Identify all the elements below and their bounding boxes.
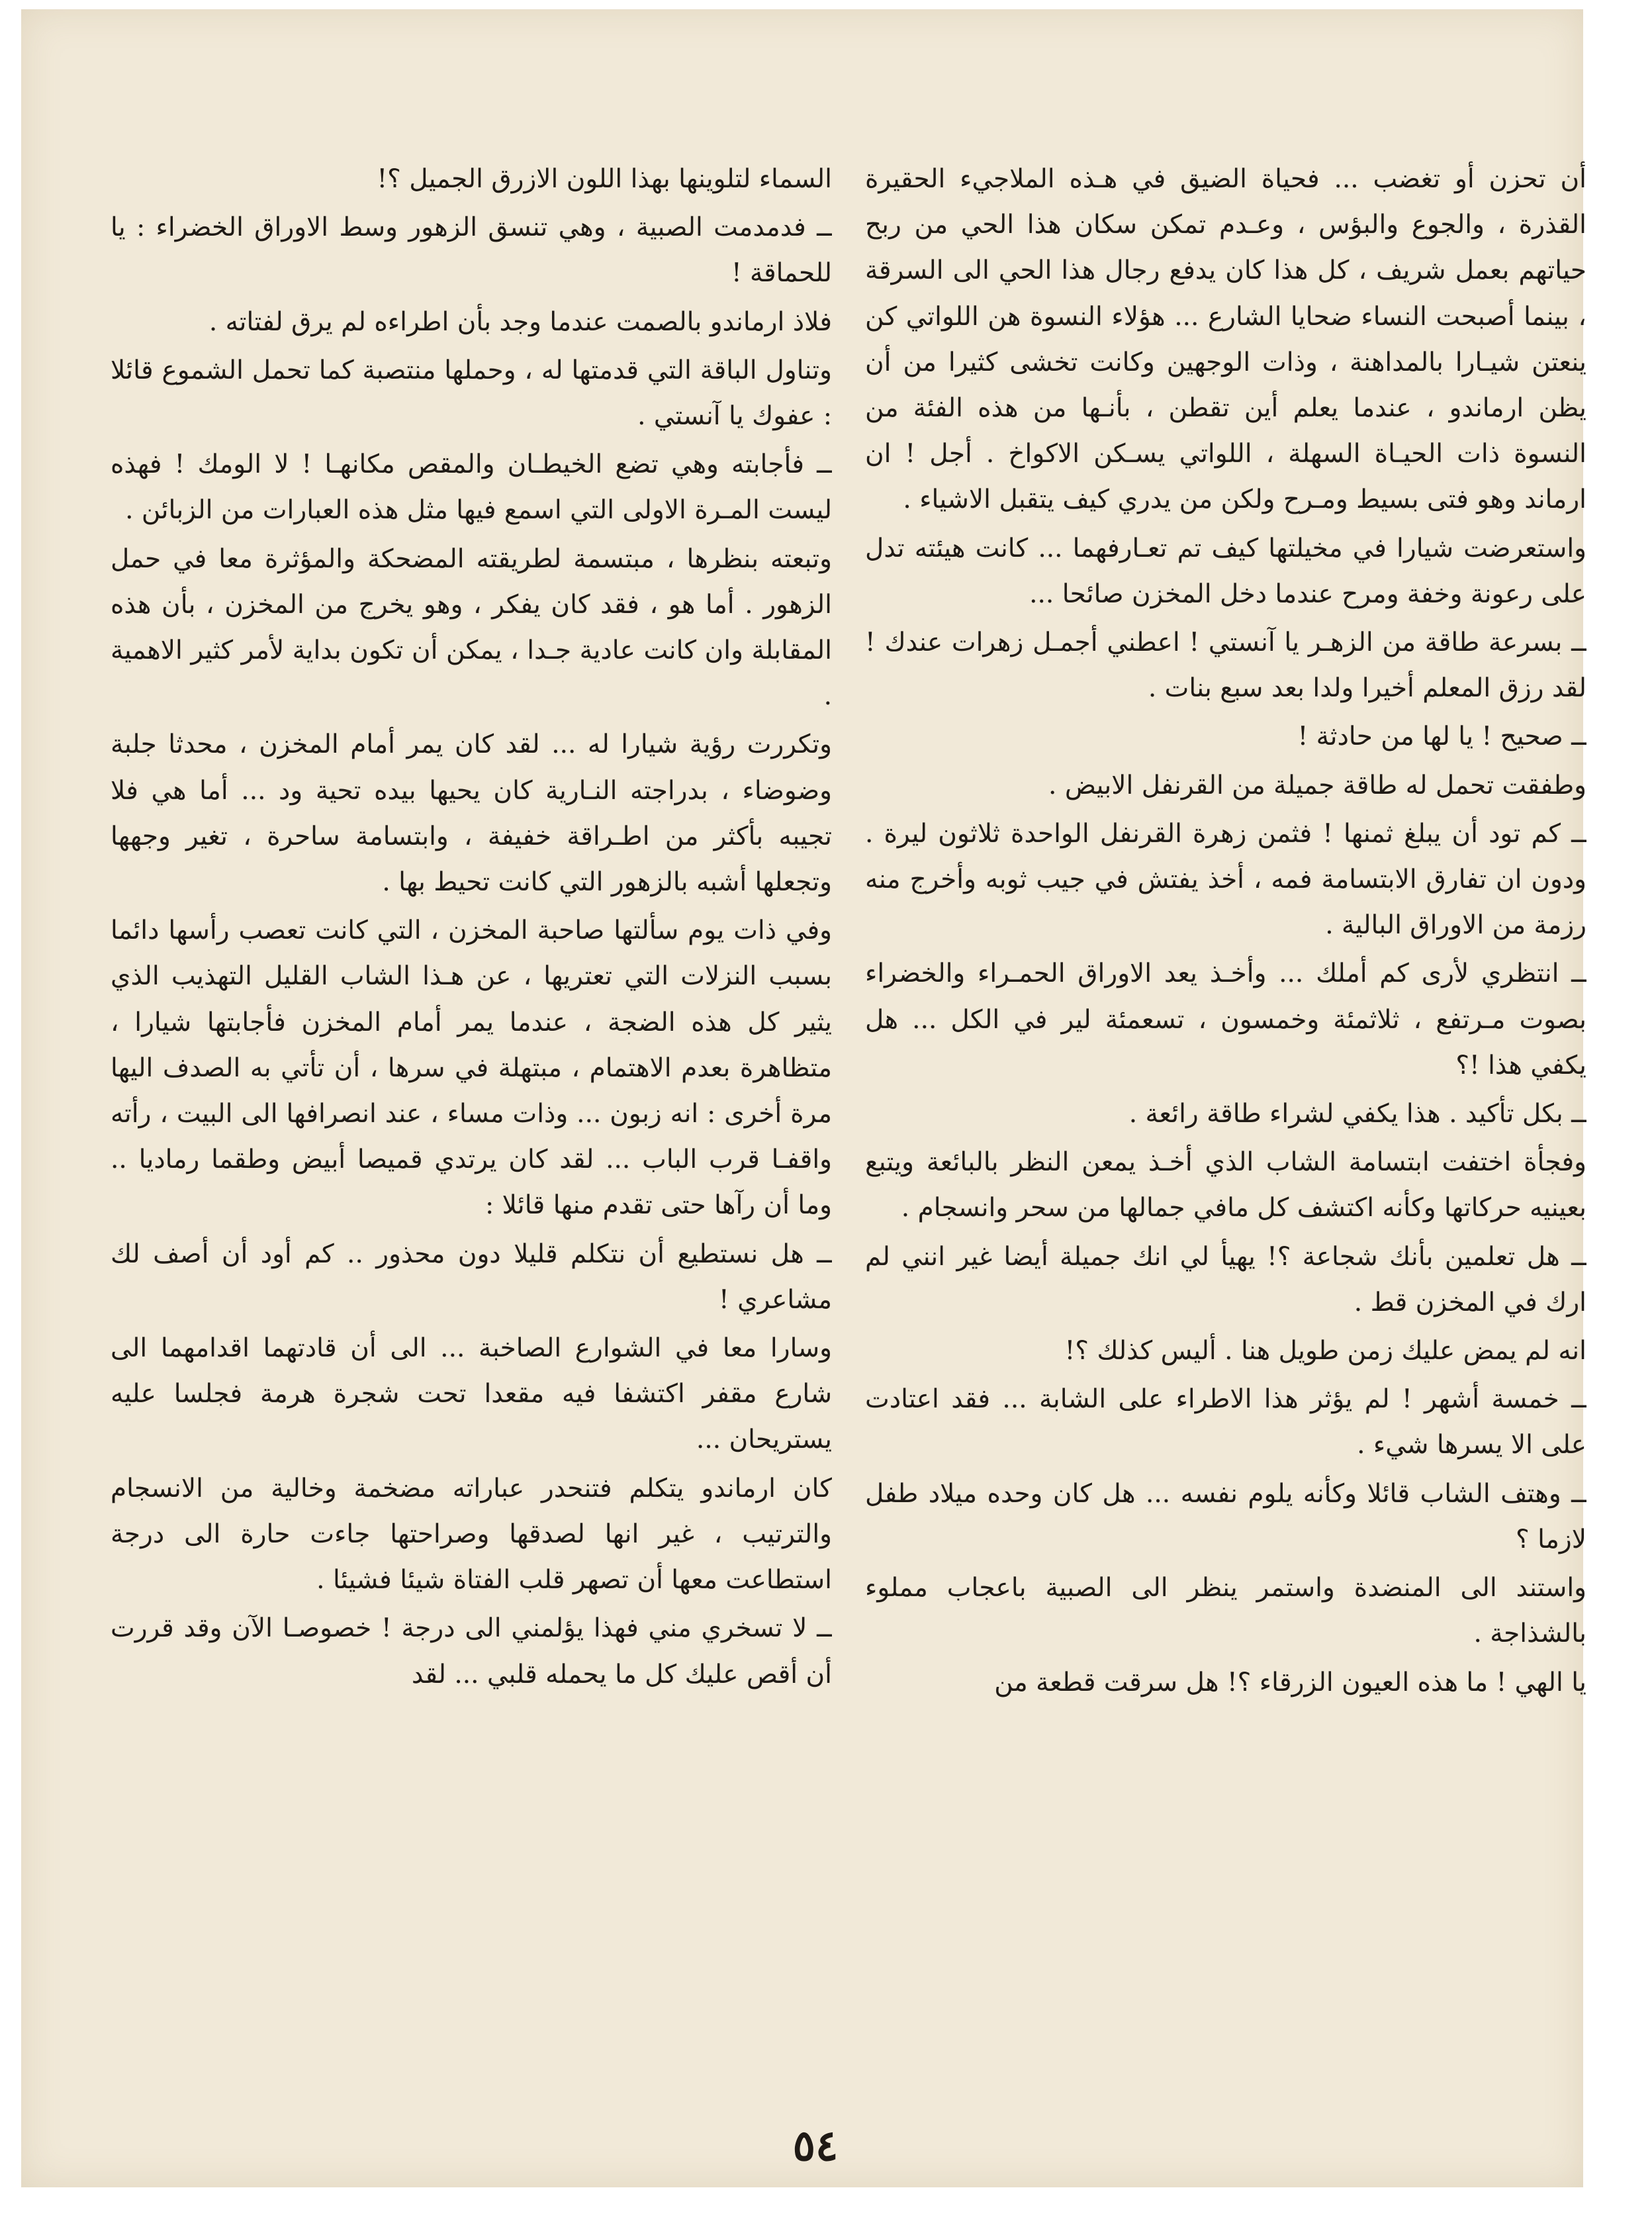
page-number: ٥٤ xyxy=(792,2121,839,2171)
text-column-right xyxy=(865,156,1586,2083)
paragraph: انه لم يمض عليك زمن طويل هنا . أليس كذلك ؟! xyxy=(1064,1336,1586,1366)
paragraph: وفي ذات يوم سألتها صاحبة المخزن ، التي كانت تعصب رأسها دائما بسبب النزلات التي تعتريها ، عن هـذا الشاب القليل التهذيب الذي يثير كل هذه الضجة ، عندما يمر أمام المخزن فأجابتها شيارا ، متظاهرة بعدم الاهتمام ، مبتهلة في سرها ، أن تأتي به الصدف اليها مرة أخرى : انه زبون ... وذات مساء ، عند انصرافها الى البيت ، رأته واقفـا قرب الباب ... لقد كان يرتدي قميصا أبيض وطقما رماديا .. وما أن رآها حتى تقدم منها قائلا : xyxy=(111,916,832,1221)
paragraph: ــ فأجابته وهي تضع الخيطـان والمقص مكانهـا ! لا الومك ! فهذه ليست المـرة الاولى التي اسمع فيها مثل هذه العبارات من الزبائن . xyxy=(111,450,832,526)
paragraph: السماء لتلوينها بهذا اللون الازرق الجميل ؟! xyxy=(377,164,832,194)
paragraph: واستعرضت شيارا في مخيلتها كيف تم تعـارفهما ... كانت هيئته تدل على رعونة وخفة ومرح عندما دخل المخزن صائحا ... xyxy=(865,533,1586,609)
paragraph: ــ بكل تأكيد . هذا يكفي لشراء طاقة رائعة . xyxy=(1128,1099,1586,1129)
paragraph: وتبعته بنظرها ، مبتسمة لطريقته المضحكة والمؤثرة معا في حمل الزهور . أما هو ، فقد كان يفكر ، وهو يخرج من المخزن ، بأن هذه المقابلة وان كانت عادية جـدا ، يمكن أن تكون بداية لأمر كثير الاهمية . xyxy=(111,544,832,712)
paragraph: وفجأة اختفت ابتسامة الشاب الذي أخـذ يمعن النظر بالبائعة ويتبع بعينيه حركاتها وكأنه اكتشف كل مافي جمالها من سحر وانسجام . xyxy=(865,1147,1586,1223)
paragraph: كان ارماندو يتكلم فتنحدر عباراته مضخمة وخالية من الانسجام والترتيب ، غير انها لصدقها وصراحتها جاءت حارة الى درجة استطاعت معها أن تصهر قلب الفتاة شيئا فشيئا . xyxy=(111,1473,832,1595)
paragraph: وسارا معا في الشوارع الصاخبة ... الى أن قادتهما اقدامهما الى شارع مقفر اكتشفا فيه مقعدا تحت شجرة هرمة فجلسا عليه يستريحان ... xyxy=(111,1333,832,1455)
paragraph: فلاذ ارماندو بالصمت عندما وجد بأن اطراءه لم يرق لفتاته . xyxy=(208,307,832,337)
paragraph: ــ فدمدمت الصبية ، وهي تنسق الزهور وسط الاوراق الخضراء : يا للحماقة ! xyxy=(111,213,832,289)
paragraph: وتكررت رؤية شيارا له ... لقد كان يمر أمام المخزن ، محدثا جلبة وضوضاء ، بدراجته النـارية كان يحيها بيده تحية ود ... أما هي فلا تجيبه بأكثر من اطـراقة خفيفة ، وابتسامة ساحرة ، تغير وجهها وتجعلها أشبه بالزهور التي كانت تحيط بها . xyxy=(111,730,832,898)
paragraph: ــ هل نستطيع أن نتكلم قليلا دون محذور .. كم أود أن أصف لك مشاعري ! xyxy=(111,1239,832,1315)
paragraph: وتناول الباقة التي قدمتها له ، وحملها منتصبة كما تحمل الشموع قائلا : عفوك يا آنستي . xyxy=(111,355,832,432)
paragraph: واستند الى المنضدة واستمر ينظر الى الصبية باعجاب مملوء بالشذاجة . xyxy=(865,1573,1586,1649)
paragraph: وطفقت تحمل له طاقة جميلة من القرنفل الابيض . xyxy=(1048,770,1586,800)
paragraph: ــ هل تعلمين بأنك شجاعة ؟! يهيأ لي انك جميلة أيضا غير انني لم ارك في المخزن قط . xyxy=(865,1241,1586,1317)
paragraph: ــ بسرعة طاقة من الزهـر يا آنستي ! اعطني أجمـل زهرات عندك ! لقد رزق المعلم أخيرا ولدا بعد سبع بنات . xyxy=(865,628,1586,704)
paragraph: ــ وهتف الشاب قائلا وكأنه يلوم نفسه ... هل كان وحده ميلاد طفل لازما ؟ xyxy=(865,1478,1586,1554)
paragraph: أن تحزن أو تغضب ... فحياة الضيق في هـذه الملاجيء الحقيرة القذرة ، والجوع والبؤس ، وعـدم تمكن سكان هذا الحي من ربح حياتهم بعمل شريف ، كل هذا كان يدفع رجال هذا الحي الى السرقة ، بينما أصبحت النساء ضحايا الشارع ... هؤلاء النسوة هن اللواتي كن ينعتن شيـارا بالمداهنة ، وذات الوجهين وكانت تخشى كثيرا من أن يظن ارماندو ، عندما يعلم أين تقطن ، بأنـها من هذه الفئة من النسوة ذات الحيـاة السهلة ، اللواتي يسـكن الاكواخ . أجل ! ان ارماند وهو فتى بسيط ومـرح ولكن من يدري كيف يتقبل الاشياء . xyxy=(865,164,1586,515)
paragraph: ــ خمسة أشهر ! لم يؤثر هذا الاطراء على الشابة ... فقد اعتادت على الا يسرها شيء . xyxy=(865,1384,1586,1460)
paragraph: ــ كم تود أن يبلغ ثمنها ! فثمن زهرة القرنفل الواحدة ثلاثون ليرة . ودون ان تفارق الابتسامة فمه ، أخذ يفتش في جيب ثوبه وأخرج منه رزمة من الاوراق البالية . xyxy=(865,818,1586,941)
paragraph: ــ انتظري لأرى كم أملك ... وأخـذ يعد الاوراق الحمـراء والخضراء بصوت مـرتفع ، ثلاثمئة وخمسون ، تسعمئة لير في الكل ... هل يكفي هذا !؟ xyxy=(865,959,1586,1080)
magazine-page xyxy=(21,9,1586,2187)
paragraph: ــ صحيح ! يا لها من حادثة ! xyxy=(1297,722,1586,752)
paragraph: يا الهي ! ما هذه العيون الزرقاء ؟! هل سرقت قطعة من xyxy=(994,1667,1586,1697)
paragraph: ــ لا تسخري مني فهذا يؤلمني الى درجة ! خصوصـا الآن وقد قررت أن أقص عليك كل ما يحمله قلبي ... لقد xyxy=(111,1613,832,1689)
text-column-left xyxy=(111,156,832,2083)
